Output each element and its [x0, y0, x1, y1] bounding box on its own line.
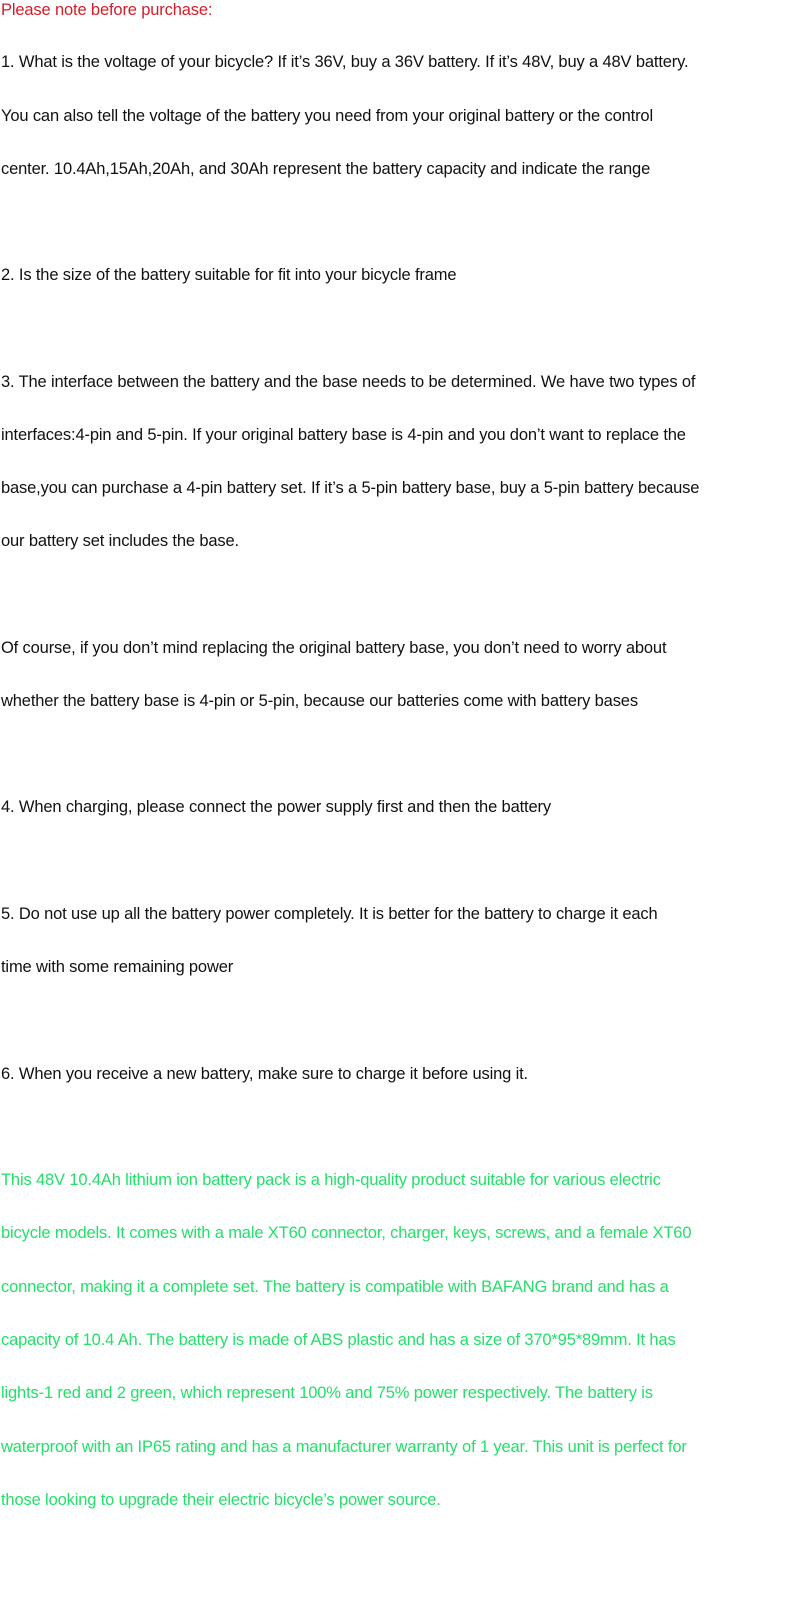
product-description-line-2: bicycle models. It comes with a male XT60 connector, charger, keys, screws, and a female XT60 [1, 1224, 692, 1242]
product-description-line-4: capacity of 10.4 Ah. The battery is made of ABS plastic and has a size of 370*95*89mm. It has [1, 1331, 676, 1349]
note-5-line-1: 5. Do not use up all the battery power completely. It is better for the battery to charge it each [1, 905, 658, 923]
product-description-line-6: waterproof with an IP65 rating and has a manufacturer warranty of 1 year. This unit is perfect for [1, 1438, 687, 1456]
note-6-line-1: 6. When you receive a new battery, make sure to charge it before using it. [1, 1065, 528, 1083]
note-extra-line-2: whether the battery base is 4-pin or 5-pin, because our batteries come with battery bases [1, 692, 638, 710]
note-1-line-2: You can also tell the voltage of the battery you need from your original battery or the control [1, 107, 653, 125]
note-extra-line-1: Of course, if you don’t mind replacing the original battery base, you don’t need to worry about [1, 639, 667, 657]
note-4-line-1: 4. When charging, please connect the power supply first and then the battery [1, 798, 551, 816]
product-description-line-1: This 48V 10.4Ah lithium ion battery pack is a high-quality product suitable for various electric [1, 1171, 661, 1189]
note-3-line-1: 3. The interface between the battery and the base needs to be determined. We have two types of [1, 373, 696, 391]
product-description-line-3: connector, making it a complete set. The battery is compatible with BAFANG brand and has a [1, 1278, 669, 1296]
note-1-line-3: center. 10.4Ah,15Ah,20Ah, and 30Ah represent the battery capacity and indicate the range [1, 160, 651, 178]
note-2-line-1: 2. Is the size of the battery suitable for fit into your bicycle frame [1, 266, 457, 284]
note-3-line-2: interfaces:4-pin and 5-pin. If your original battery base is 4-pin and you don’t want to replace the [1, 426, 686, 444]
product-description-line-7: those looking to upgrade their electric bicycle’s power source. [1, 1491, 441, 1509]
product-description-line-5: lights-1 red and 2 green, which represent 100% and 75% power respectively. The battery is [1, 1384, 653, 1402]
heading-note: Please note before purchase: [1, 1, 213, 19]
note-1-line-1: 1. What is the voltage of your bicycle? If it’s 36V, buy a 36V battery. If it’s 48V, buy a 48V battery. [1, 53, 689, 71]
note-3-line-4: our battery set includes the base. [1, 532, 239, 550]
note-3-line-3: base,you can purchase a 4-pin battery set. If it’s a 5-pin battery base, buy a 5-pin battery because [1, 479, 700, 497]
note-5-line-2: time with some remaining power [1, 958, 234, 976]
